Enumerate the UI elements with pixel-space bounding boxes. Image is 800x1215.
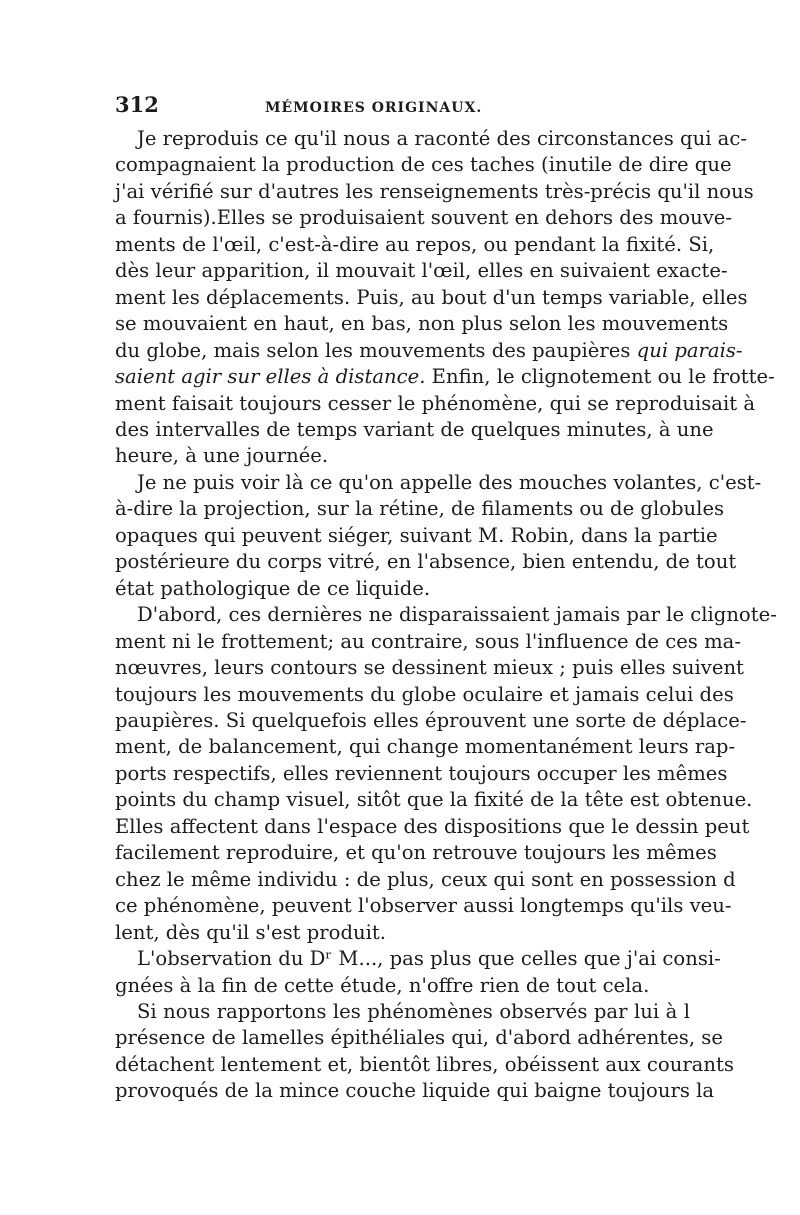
text-line: ment les déplacements. Puis, au bout d'un temps variable, elles	[115, 285, 748, 309]
page-number: 312	[115, 92, 159, 117]
text-line: ment ni le frottement; au contraire, sous l'influence de ces ma-	[115, 629, 741, 653]
running-title: MÉMOIRES ORIGINAUX.	[265, 100, 483, 116]
text-line: se mouvaient en haut, en bas, non plus selon les mouvements	[115, 312, 729, 336]
text-line-mixed	[115, 364, 775, 390]
text-line: opaques qui peuvent siéger, suivant M. Robin, dans la partie	[115, 523, 718, 547]
text-line: gnées à la fin de cette étude, n'offre rien de tout cela.	[115, 973, 650, 997]
text-line: ment, de balancement, qui change momentanément leurs rap-	[115, 735, 736, 759]
text-line: Je reproduis ce qu'il nous a raconté des circonstances qui ac-	[137, 127, 747, 150]
text-line: compagnaient la production de ces taches (inutile de dire que	[115, 153, 732, 177]
text-line: Je ne puis voir là ce qu'on appelle des mouches volantes, c'est-	[137, 470, 762, 494]
text-line: ports respectifs, elles reviennent toujours occuper les mêmes	[115, 761, 728, 785]
text-line: chez le même individu : de plus, ceux qui sont en possession d	[115, 867, 736, 891]
text-line: L'observation du Dʳ M..., pas plus que celles que j'ai consi-	[137, 947, 721, 971]
text-line: ments de l'œil, c'est-à-dire au repos, ou pendant la fixité. Si,	[115, 232, 715, 256]
text-segment: Enfin, le clignotement ou le frotte-	[431, 365, 775, 389]
text-line: ment faisait toujours cesser le phénomène, qui se reproduisait à	[115, 391, 756, 415]
text-line-mixed	[115, 338, 743, 364]
body-text	[115, 126, 777, 1105]
text-line: j'ai vérifié sur d'autres les renseignements très-précis qu'il nous	[115, 179, 754, 203]
text-line: détachent lentement et, bientôt libres, obéissent aux courants	[115, 1052, 734, 1076]
text-line: nœuvres, leurs contours se dessinent mieux ; puis elles suivent	[115, 656, 744, 680]
running-head	[115, 92, 690, 122]
text-line: points du champ visuel, sitôt que la fixité de la tête est obtenue.	[115, 788, 753, 812]
text-line: dès leur apparition, il mouvait l'œil, elles en suivaient exacte-	[115, 259, 728, 283]
text-line: Elles affectent dans l'espace des dispositions que le dessin peut	[115, 814, 750, 838]
text-line: lent, dès qu'il s'est produit.	[115, 920, 386, 944]
text-line: paupières. Si quelquefois elles éprouvent une sorte de déplace-	[115, 708, 747, 732]
text-line: à-dire la projection, sur la rétine, de filaments ou de globules	[115, 497, 725, 521]
text-line: D'abord, ces dernières ne disparaissaient jamais par le clignote-	[137, 603, 777, 627]
text-line: postérieure du corps vitré, en l'absence, bien entendu, de tout	[115, 550, 737, 574]
italic-segment: qui parais-	[636, 338, 743, 362]
text-line: présence de lamelles épithéliales qui, d'abord adhérentes, se	[115, 1026, 723, 1050]
text-line: des intervalles de temps variant de quelques minutes, à une	[115, 417, 714, 441]
text-line: toujours les mouvements du globe oculaire et jamais celui des	[115, 682, 734, 706]
text-line: a fournis).Elles se produisaient souvent en dehors des mouve-	[115, 206, 733, 230]
text-line: provoqués de la mince couche liquide qui baigne toujours la	[115, 1079, 715, 1103]
text-segment: du globe, mais selon les mouvements des paupières	[115, 338, 631, 362]
text-line: Si nous rapportons les phénomènes observés par lui à l	[137, 999, 690, 1023]
italic-segment: saient agir sur elles à distance.	[115, 365, 426, 389]
text-line: heure, à une journée.	[115, 444, 329, 468]
text-line: état pathologique de ce liquide.	[115, 576, 431, 600]
text-line: facilement reproduire, et qu'on retrouve toujours les mêmes	[115, 841, 717, 865]
text-line: ce phénomène, peuvent l'observer aussi longtemps qu'ils veu-	[115, 894, 732, 918]
